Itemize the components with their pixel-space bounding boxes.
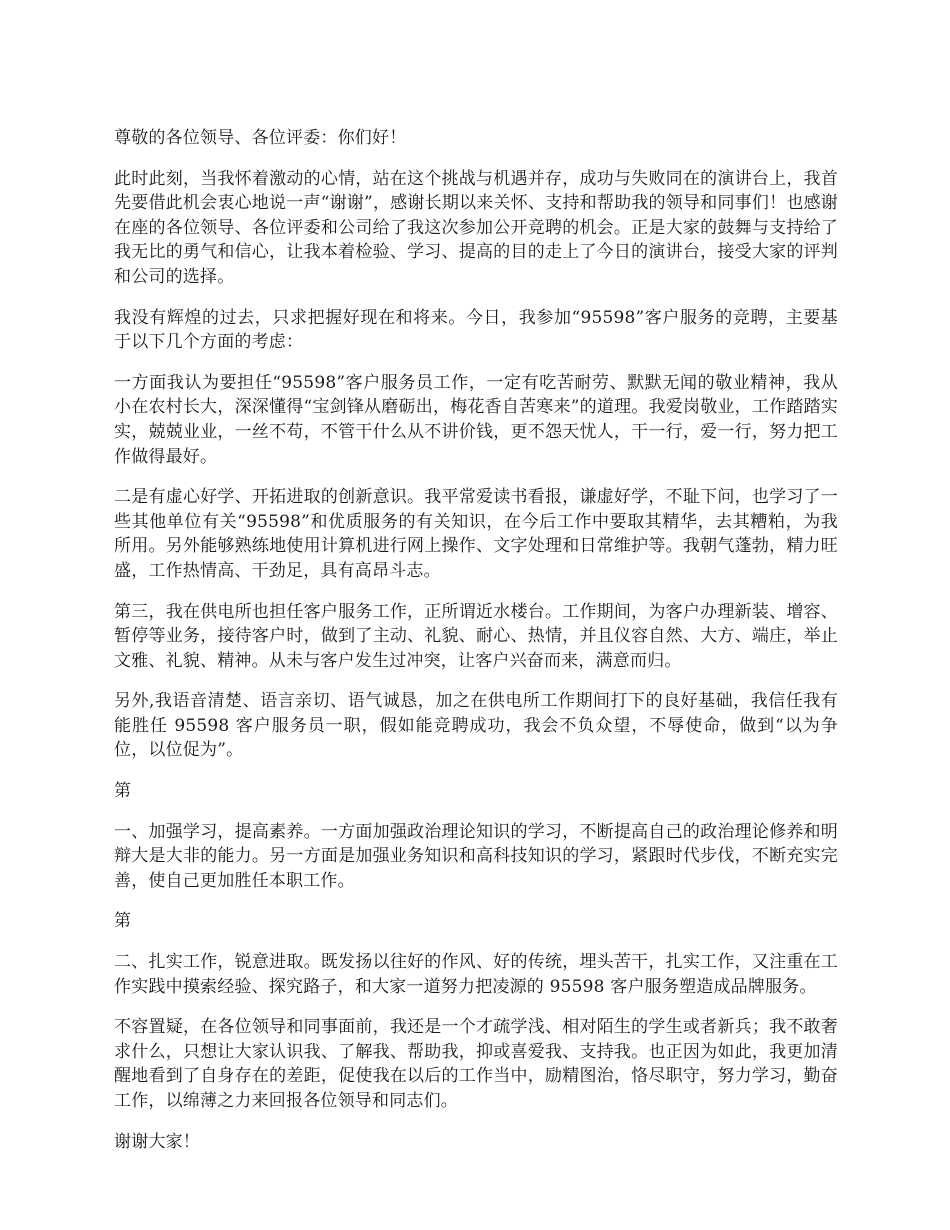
document-body <box>114 126 838 1170</box>
paragraph-reason-4: 另外,我语音清楚、语言亲切、语气诚恳，加之在供电所工作期间打下的良好基础，我信任我有能胜任 95598 客户服务员一职，假如能竞聘成功，我会不负众望，不辱使命，做到“以为争位，以位促为”。 <box>114 691 838 761</box>
paragraph-reason-2: 二是有虚心好学、开拓进取的创新意识。我平常爱读书看报，谦虚好学，不耻下问，也学习了一些其他单位有关“95598”和优质服务的有关知识，在今后工作中要取其精华，去其糟粕，为我所用。另外能够熟练地使用计算机进行网上操作、文字处理和日常维护等。我朝气蓬勃，精力旺盛，工作热情高、干劲足，具有高昂斗志。 <box>114 487 838 581</box>
paragraph-reason-3: 第三，我在供电所也担任客户服务工作，正所谓近水楼台。工作期间，为客户办理新装、增容、暂停等业务，接待客户时，做到了主动、礼貌、耐心、热情，并且仪容自然、大方、端庄，举止文雅、礼貌、精神。从未与客户发生过冲突，让客户兴奋而来，满意而归。 <box>114 601 838 671</box>
paragraph-heading-2: 第 <box>114 911 132 932</box>
paragraph-intro: 我没有辉煌的过去，只求把握好现在和将来。今日，我参加“95598”客户服务的竞聘，主要基于以下几个方面的考虑： <box>114 307 838 353</box>
paragraph-plan-1: 一、加强学习，提高素养。一方面加强政治理论知识的学习，不断提高自己的政治理论修养和明辩大是大非的能力。另一方面是加强业务知识和高科技知识的学习，紧跟时代步伐，不断充实完善，使自己更加胜任本职工作。 <box>114 821 838 891</box>
paragraph-plan-2: 二、扎实工作，锐意进取。既发扬以往好的作风、好的传统，埋头苦干，扎实工作，又注重在工作实践中摸索经验、探究路子，和大家一道努力把凌源的 95598 客户服务塑造成品牌服务。 <box>114 952 838 997</box>
paragraph-reason-1: 一方面我认为要担任“95598”客户服务员工作，一定有吃苦耐劳、默默无闻的敬业精神，我从小在农村长大，深深懂得“宝剑锋从磨砺出，梅花香自苦寒来”的道理。我爱岗敬业，工作踏踏实实，兢兢业业，一丝不苟，不管干什么从不讲价钱，更不怨天忧人，干一行，爱一行，努力把工作做得最好。 <box>114 372 838 467</box>
paragraph-opening: 此时此刻，当我怀着激动的心情，站在这个挑战与机遇并存，成功与失败同在的演讲台上，我首先要借此机会衷心地说一声“谢谢”，感谢长期以来关怀、支持和帮助我的领导和同事们！也感谢在座的各位领导、各位评委和公司给了我这次参加公开竞聘的机会。正是大家的鼓舞与支持给了我无比的勇气和信心，让我本着检验、学习、提高的目的走上了今日的演讲台，接受大家的评判和公司的选择。 <box>114 168 838 287</box>
paragraph-heading-1: 第 <box>114 781 132 802</box>
paragraph-thanks: 谢谢大家！ <box>114 1131 200 1152</box>
paragraph-greeting: 尊敬的各位领导、各位评委：你们好！ <box>114 128 407 148</box>
paragraph-closing: 不容置疑，在各位领导和同事面前，我还是一个才疏学浅、相对陌生的学生或者新兵；我不敢奢求什么，只想让大家认识我、了解我、帮助我，抑或喜爱我、支持我。也正因为如此，我更加清醒地看到了自身存在的差距，促使我在以后的工作当中，励精图治，恪尽职守，努力学习，勤奋工作，以绵薄之力来回报各位领导和同志们。 <box>114 1017 838 1111</box>
